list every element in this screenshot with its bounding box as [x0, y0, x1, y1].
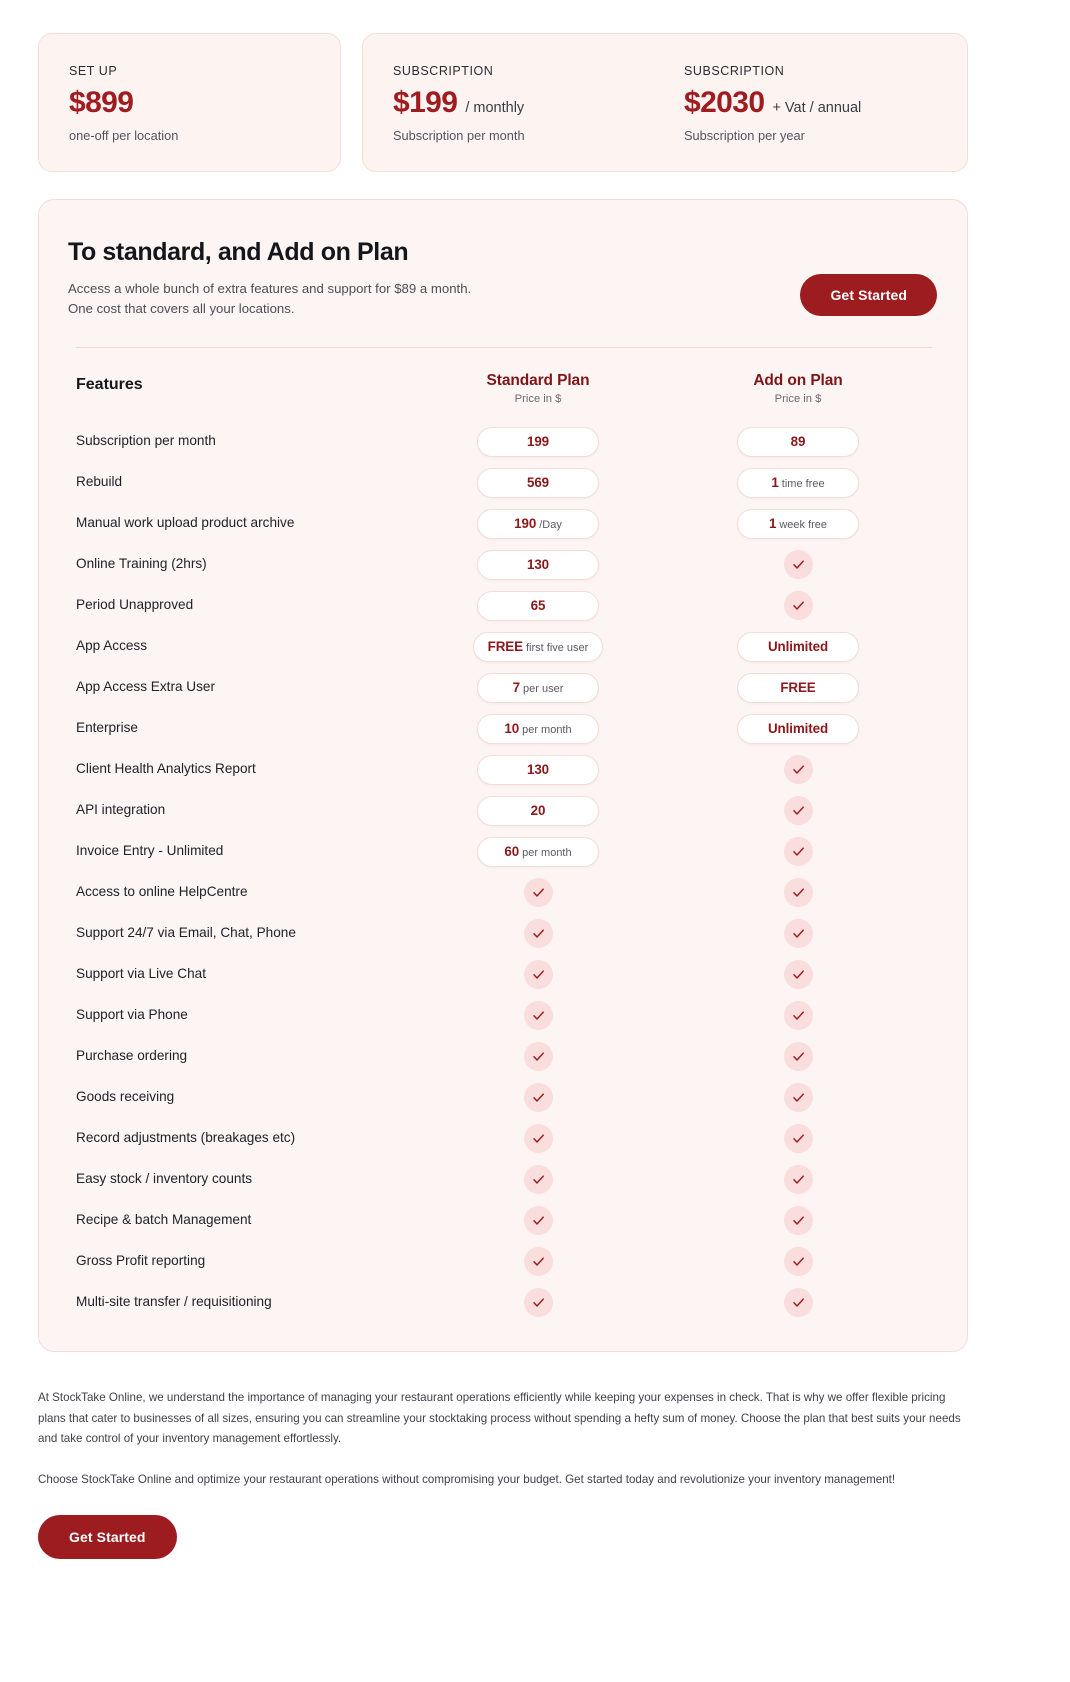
plan-title: To standard, and Add on Plan: [68, 238, 409, 266]
check-icon: [784, 550, 813, 579]
addon-plan-cell: [663, 1247, 933, 1276]
check-icon: [784, 1124, 813, 1153]
card-price-amount: $199: [393, 86, 458, 119]
price-pill-addon: [737, 714, 859, 744]
standard-plan-cell: [413, 427, 663, 457]
table-row: [68, 1077, 938, 1118]
feature-label: Invoice Entry - Unlimited: [76, 843, 224, 859]
pill-value: 569: [526, 474, 550, 490]
check-icon: [524, 1165, 553, 1194]
addon-plan-cell: [663, 1001, 933, 1030]
check-icon: [784, 1288, 813, 1317]
addon-plan-cell: [663, 468, 933, 498]
plan-header: [68, 232, 938, 319]
card-price-suffix: + Vat / annual: [772, 100, 862, 116]
standard-plan-cell: [413, 468, 663, 498]
addon-plan-cell: [663, 550, 933, 579]
pill-value: 10: [504, 720, 520, 736]
price-pill-standard: [477, 591, 599, 621]
features-comparison-table: [68, 348, 938, 1323]
card-price-sub: Subscription per month: [393, 127, 525, 143]
check-icon: [524, 1206, 553, 1235]
feature-label: Support via Live Chat: [76, 966, 206, 982]
pill-value: 1: [768, 515, 777, 531]
plan-header-text: [68, 232, 483, 319]
table-row: [68, 995, 938, 1036]
standard-plan-cell: [413, 591, 663, 621]
addon-plan-cell: [663, 1124, 933, 1153]
pricing-card-setup: [38, 33, 341, 172]
price-pill-addon: [737, 632, 859, 662]
addon-plan-cell: [663, 427, 933, 457]
feature-label: Rebuild: [76, 474, 123, 490]
column-header-standard: [413, 372, 663, 405]
check-icon: [524, 1042, 553, 1071]
addon-plan-cell: [663, 755, 933, 784]
plan-comparison-card: [38, 199, 968, 1352]
table-header-row: [68, 348, 938, 421]
standard-plan-cell: [413, 1042, 663, 1071]
table-row: [68, 1118, 938, 1159]
pill-value: 60: [504, 843, 520, 859]
addon-plan-cell: [663, 714, 933, 744]
feature-label: Easy stock / inventory counts: [76, 1171, 253, 1187]
card-price-sub: Subscription per year: [684, 127, 805, 143]
standard-plan-cell: [413, 550, 663, 580]
card-price-line: [393, 87, 656, 119]
standard-plan-cell: [413, 1247, 663, 1276]
check-icon: [784, 755, 813, 784]
addon-plan-cell: [663, 837, 933, 866]
pill-value: 130: [526, 761, 550, 777]
standard-plan-cell: [413, 714, 663, 744]
addon-plan-title: Add on Plan: [753, 372, 843, 390]
price-pill-standard: [477, 427, 599, 457]
footer-paragraph-1: At StockTake Online, we understand the importance of managing your restaurant operations efficiently while keeping your expenses in check. That is why we offer flexible pricing plans that cater to businesses of all sizes, ensuring you can streamline your stocktaking process without spending a hefty sum of money. Choose the plan that best suits your needs and take control of your inventory management effortlessly.: [38, 1391, 961, 1446]
addon-plan-cell: [663, 673, 933, 703]
table-row: [68, 1159, 938, 1200]
feature-label: API integration: [76, 802, 166, 818]
standard-plan-cell: [413, 1124, 663, 1153]
feature-label: Purchase ordering: [76, 1048, 188, 1064]
card-kicker: SET UP: [69, 64, 118, 78]
standard-plan-cell: [413, 509, 663, 539]
top-pricing-cards: [38, 33, 968, 172]
table-row: [68, 708, 938, 749]
pricing-card-annual: [656, 64, 947, 143]
column-header-addon: [663, 372, 933, 405]
feature-label: Online Training (2hrs): [76, 556, 207, 572]
table-row: [68, 503, 938, 544]
standard-plan-cell: [413, 960, 663, 989]
feature-label: Support via Phone: [76, 1007, 188, 1023]
pill-unit: per month: [522, 846, 572, 859]
table-row: [68, 462, 938, 503]
price-pill-standard: [477, 714, 599, 744]
table-row: [68, 1036, 938, 1077]
addon-plan-cell: [663, 591, 933, 620]
check-icon: [784, 1001, 813, 1030]
feature-label: Period Unapproved: [76, 597, 194, 613]
check-icon: [524, 1124, 553, 1153]
pill-value: 7: [512, 679, 520, 695]
pill-value: 199: [526, 433, 550, 449]
get-started-button-bottom[interactable]: Get Started: [38, 1515, 177, 1559]
standard-plan-cell: [413, 878, 663, 907]
feature-label: Gross Profit reporting: [76, 1253, 206, 1269]
table-rows: [68, 421, 938, 1323]
check-icon: [524, 878, 553, 907]
pill-unit: per month: [522, 723, 572, 736]
standard-plan-cell: [413, 837, 663, 867]
addon-plan-cell: [663, 632, 933, 662]
feature-label: Enterprise: [76, 720, 138, 736]
standard-plan-cell: [413, 673, 663, 703]
feature-label: Access to online HelpCentre: [76, 884, 248, 900]
table-row: [68, 544, 938, 585]
check-icon: [784, 1083, 813, 1112]
standard-plan-cell: [413, 1288, 663, 1317]
price-pill-standard: [477, 755, 599, 785]
check-icon: [784, 1206, 813, 1235]
table-row: [68, 831, 938, 872]
price-pill-standard: [477, 796, 599, 826]
table-row: [68, 667, 938, 708]
price-pill-standard: [477, 509, 599, 539]
get-started-button-top[interactable]: Get Started: [800, 274, 937, 316]
card-price-sub: one-off per location: [69, 127, 179, 143]
standard-plan-cell: [413, 1165, 663, 1194]
addon-plan-cell: [663, 919, 933, 948]
table-row: [68, 913, 938, 954]
check-icon: [784, 591, 813, 620]
addon-plan-cell: [663, 1165, 933, 1194]
card-price-amount: $899: [69, 86, 134, 119]
table-row: [68, 626, 938, 667]
pill-value: 1: [771, 474, 779, 490]
price-pill-addon: [737, 427, 859, 457]
pill-unit: first five user: [525, 641, 589, 654]
price-pill-addon: [737, 468, 859, 498]
standard-plan-cell: [413, 1001, 663, 1030]
table-row: [68, 1241, 938, 1282]
check-icon: [524, 1083, 553, 1112]
pill-unit: per user: [523, 682, 564, 695]
check-icon: [784, 1247, 813, 1276]
table-row: [68, 421, 938, 462]
table-row: [68, 872, 938, 913]
pricing-card-monthly: [393, 64, 656, 143]
card-price-line: [684, 87, 947, 119]
feature-label: Subscription per month: [76, 433, 216, 449]
pill-value: Unlimited: [767, 638, 829, 654]
check-icon: [524, 1001, 553, 1030]
card-price-amount: $2030: [684, 86, 765, 119]
card-price-line: [69, 87, 310, 119]
addon-plan-cell: [663, 1042, 933, 1071]
addon-plan-cell: [663, 1288, 933, 1317]
table-row: [68, 585, 938, 626]
card-kicker: SUBSCRIPTION: [393, 64, 494, 78]
standard-plan-cell: [413, 1206, 663, 1235]
feature-label: Record adjustments (breakages etc): [76, 1130, 296, 1146]
price-pill-standard: [477, 673, 599, 703]
feature-label: Recipe & batch Management: [76, 1212, 252, 1228]
check-icon: [784, 960, 813, 989]
pill-value: 89: [790, 433, 806, 449]
feature-label: Goods receiving: [76, 1089, 175, 1105]
price-pill-addon: [737, 673, 859, 703]
footer-section: [38, 1388, 968, 1559]
price-pill-standard: [473, 632, 604, 662]
standard-plan-cell: [413, 796, 663, 826]
card-price-suffix: / monthly: [465, 100, 525, 116]
pill-value: 130: [526, 556, 550, 572]
pill-unit: /Day: [539, 518, 562, 531]
standard-plan-cell: [413, 919, 663, 948]
check-icon: [784, 837, 813, 866]
footer-paragraph-2: Choose StockTake Online and optimize your restaurant operations without compromising your budget. Get started today and revolutionize your inventory management!: [38, 1472, 896, 1486]
column-header-features: Features: [76, 376, 143, 394]
price-pill-addon: [737, 509, 859, 539]
addon-plan-cell: [663, 509, 933, 539]
price-pill-standard: [477, 550, 599, 580]
price-pill-standard: [477, 468, 599, 498]
check-icon: [524, 919, 553, 948]
addon-plan-cell: [663, 796, 933, 825]
check-icon: [524, 1247, 553, 1276]
pill-value: 20: [530, 802, 546, 818]
check-icon: [784, 1042, 813, 1071]
table-row: [68, 749, 938, 790]
standard-plan-title: Standard Plan: [486, 372, 590, 390]
check-icon: [784, 796, 813, 825]
standard-plan-subtitle: Price in $: [514, 393, 562, 406]
table-row: [68, 954, 938, 995]
pill-value: 190: [514, 515, 537, 531]
check-icon: [524, 960, 553, 989]
feature-label: Client Health Analytics Report: [76, 761, 256, 777]
pill-unit: week free: [779, 518, 828, 531]
addon-plan-cell: [663, 1083, 933, 1112]
addon-plan-cell: [663, 1206, 933, 1235]
pill-value: FREE: [780, 679, 816, 695]
pricing-card-subscriptions: [362, 33, 968, 172]
plan-description: Access a whole bunch of extra features and support for $89 a month. One cost that covers all your locations.: [68, 281, 472, 317]
feature-label: Support 24/7 via Email, Chat, Phone: [76, 925, 296, 941]
price-pill-standard: [477, 837, 599, 867]
check-icon: [784, 919, 813, 948]
addon-plan-cell: [663, 960, 933, 989]
feature-label: Manual work upload product archive: [76, 515, 295, 531]
standard-plan-cell: [413, 755, 663, 785]
addon-plan-cell: [663, 878, 933, 907]
table-row: [68, 1282, 938, 1323]
table-row: [68, 790, 938, 831]
table-row: [68, 1200, 938, 1241]
pill-unit: time free: [781, 477, 825, 490]
feature-label: App Access Extra User: [76, 679, 216, 695]
check-icon: [524, 1288, 553, 1317]
pill-value: FREE: [487, 638, 523, 654]
card-kicker: SUBSCRIPTION: [684, 64, 785, 78]
feature-label: Multi-site transfer / requisitioning: [76, 1294, 272, 1310]
check-icon: [784, 1165, 813, 1194]
standard-plan-cell: [413, 1083, 663, 1112]
pill-value: 65: [530, 597, 546, 613]
pill-value: Unlimited: [767, 720, 829, 736]
addon-plan-subtitle: Price in $: [774, 393, 822, 406]
check-icon: [784, 878, 813, 907]
standard-plan-cell: [413, 632, 663, 662]
feature-label: App Access: [76, 638, 148, 654]
